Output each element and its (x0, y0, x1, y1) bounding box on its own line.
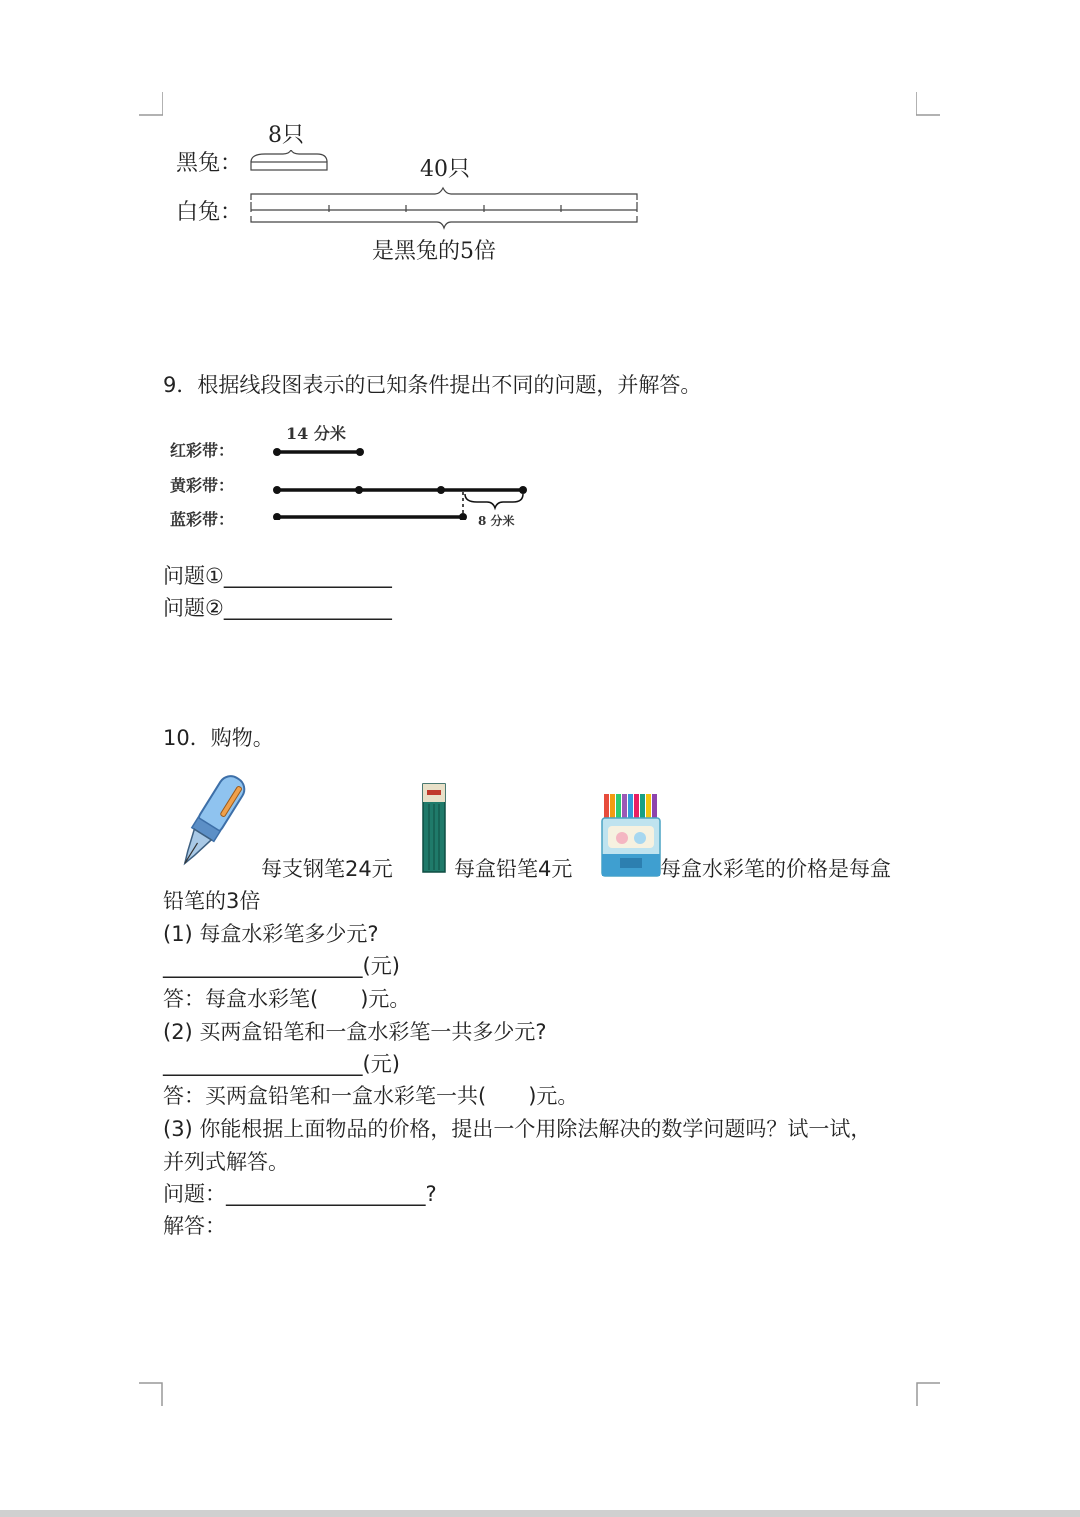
q10-part2-question: (2) 买两盒铅笔和一盒水彩笔一共多少元? (163, 1020, 547, 1044)
pencil-price: 每盒铅笔4元 (454, 857, 573, 881)
difference-brace-icon (465, 494, 523, 508)
fountain-pen-image (170, 768, 256, 876)
q10-part1-answer[interactable]: 答：每盒水彩笔( )元。 (163, 987, 411, 1011)
marker-box-image (600, 792, 662, 878)
q10-part3-question-line-2: 并列式解答。 (163, 1150, 289, 1174)
white-bottom-brace-icon (251, 216, 637, 228)
black-rabbit-label: 黑兔： (176, 151, 243, 176)
rabbit-segment-drawing (245, 150, 645, 235)
marker-price-line-1: 每盒水彩笔的价格是每盒 (660, 857, 891, 881)
red-ribbon-length: 14 分米 (286, 424, 346, 443)
q9-question-1[interactable]: 问题①________________ (163, 564, 392, 588)
ribbon-segment-drawing (265, 440, 535, 520)
blue-ribbon-label: 蓝彩带： (170, 510, 235, 529)
difference-length: 8 分米 (478, 514, 515, 528)
q10-part3-solution[interactable]: 解答： (163, 1214, 226, 1238)
black-segment (251, 162, 327, 170)
black-rabbit-count: 8只 (268, 123, 304, 148)
q10-part2-answer[interactable]: 答：买两盒铅笔和一盒水彩笔一共( )元。 (163, 1084, 579, 1108)
corner-mark-top-left (139, 92, 163, 116)
marker-price-line-2: 铅笔的3倍 (163, 889, 261, 913)
q10-part1-question: (1) 每盒水彩笔多少元? (163, 922, 379, 946)
q9-title: 9．根据线段图表示的已知条件提出不同的问题，并解答。 (163, 373, 702, 397)
multiple-note: 是黑兔的5倍 (372, 239, 496, 264)
white-rabbit-label: 白兔： (176, 200, 243, 225)
corner-mark-bottom-right (916, 1382, 940, 1406)
pencil-box-image (421, 782, 447, 874)
yellow-ribbon-label: 黄彩带： (170, 476, 235, 495)
white-top-brace-icon (251, 188, 637, 200)
q10-part1-blank[interactable]: ___________________(元) (163, 954, 400, 978)
q10-part2-blank[interactable]: ___________________(元) (163, 1052, 400, 1076)
corner-mark-top-right (916, 92, 940, 116)
black-brace-icon (251, 150, 327, 162)
red-ribbon-label: 红彩带： (170, 441, 235, 460)
pen-price: 每支钢笔24元 (261, 857, 393, 881)
corner-mark-bottom-left (139, 1382, 163, 1406)
q9-question-2[interactable]: 问题②________________ (163, 596, 392, 620)
white-rabbit-total: 40只 (420, 157, 470, 182)
q10-title: 10．购物。 (163, 726, 274, 750)
q10-part3-question-line-1: (3) 你能根据上面物品的价格，提出一个用除法解决的数学问题吗？试一试， (163, 1117, 872, 1141)
q10-part3-problem[interactable]: 问题：___________________? (163, 1182, 437, 1206)
bottom-scroll-bar (0, 1510, 1080, 1517)
